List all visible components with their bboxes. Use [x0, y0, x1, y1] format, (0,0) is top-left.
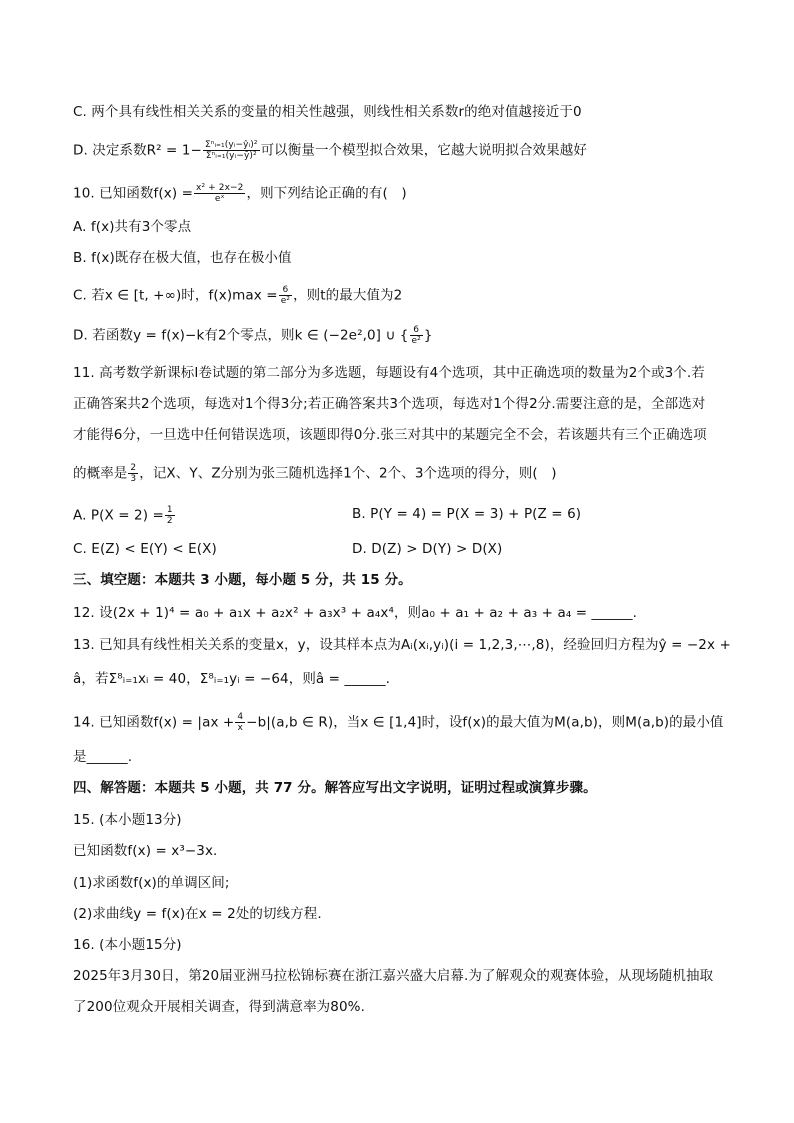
q10-suffix: ，则下列结论正确的有( ) — [246, 185, 407, 202]
question-12: 12. 设(2x + 1)⁴ = a₀ + a₁x + a₂x² + a₃x³ + a₄x⁴，则a₀ + a₁ + a₂ + a₃ + a₄ = ______. — [73, 605, 638, 621]
q11a-denominator: 2 — [166, 516, 173, 526]
question-10-stem — [73, 183, 734, 204]
r2-numerator: Σⁿᵢ₌₁(yᵢ−ŷᵢ)² — [204, 140, 258, 150]
q10c-fraction — [279, 285, 292, 306]
q10d-numerator: 6 — [410, 325, 423, 336]
question-15-stem: 已知函数f(x) = x³−3x. — [73, 843, 218, 859]
section-4-heading: 四、解答题：本题共 5 小题，共 77 分。解答应写出文字说明，证明过程或演算步骤。 — [73, 780, 597, 796]
q11-prob-prefix: 的概率是 — [73, 465, 128, 482]
question-16-line-1: 2025年3月30日，第20届亚洲马拉松锦标赛在浙江嘉兴盛大启幕.为了解观众的观赛体验，从现场随机抽取 — [73, 968, 714, 984]
question-10-option-a: A. f(x)共有3个零点 — [73, 219, 192, 235]
q11-prob-numerator: 2 — [130, 463, 137, 473]
q10c-numerator: 6 — [279, 285, 292, 296]
question-11-option-c: C. E(Z) < E(Y) < E(X) — [73, 541, 217, 557]
question-11-option-a — [73, 505, 176, 526]
q10-fraction — [194, 183, 245, 204]
question-11-line-1: 11. 高考数学新课标Ⅰ卷试题的第二部分为多选题，每题设有4个选项，其中正确选项的数量为2个或3个.若 — [73, 365, 705, 381]
q14-suffix: −b|(a,b ∈ R)，当x ∈ [1,4]时，设f(x)的最大值为M(a,b)，则M(a,b)的最小值 — [246, 714, 724, 731]
r2-suffix: 可以衡量一个模型拟合效果，它越大说明拟合效果越好 — [260, 142, 587, 159]
q10d-suffix: } — [423, 327, 433, 344]
option-d-r-squared — [73, 140, 734, 161]
q10-numerator: x² + 2x−2 — [196, 183, 244, 193]
q11a-numerator: 1 — [166, 505, 173, 515]
question-11-option-d: D. D(Z) > D(Y) > D(X) — [352, 541, 503, 557]
q14-denominator: x — [237, 723, 243, 733]
section-3-heading: 三、填空题：本题共 3 小题，每小题 5 分，共 15 分。 — [73, 572, 412, 588]
q10d-fraction — [410, 325, 423, 346]
question-13-line-1: 13. 已知具有线性相关关系的变量x，y，设其样本点为Aᵢ(xᵢ,yᵢ)(i = 1,2,3,⋯,8)，经验回归方程为ŷ = −2x + — [73, 637, 731, 653]
q10d-prefix: D. 若函数y = f(x)−k有2个零点，则k ∈ (−2e²,0] ∪ { — [73, 327, 409, 344]
question-11-line-4 — [73, 463, 734, 484]
question-14-line-2: 是______. — [73, 749, 133, 765]
q11-prob-suffix: ，记X、Y、Z分别为张三随机选择1个、2个、3个选项的得分，则( ) — [139, 465, 557, 482]
q10-denominator: eˣ — [214, 194, 225, 204]
question-11-line-2: 正确答案共2个选项，每选对1个得3分;若正确答案共3个选项，每选对1个得2分.需要注意的是，全部选对 — [73, 396, 706, 412]
q11-prob-fraction — [128, 463, 138, 484]
question-15-header: 15. (本小题13分) — [73, 812, 182, 828]
q10-prefix: 10. 已知函数f(x) = — [73, 185, 194, 202]
q14-numerator: 4 — [237, 712, 244, 722]
q14-fraction — [235, 712, 245, 733]
question-16-header: 16. (本小题15分) — [73, 937, 182, 953]
q10c-denominator: e² — [280, 296, 291, 306]
option-c-correlation: C. 两个具有线性相关关系的变量的相关性越强，则线性相关系数r的绝对值越接近于0 — [73, 104, 582, 120]
r2-denominator: Σⁿᵢ₌₁(yᵢ−ȳ)² — [205, 151, 257, 161]
question-15-part-2: (2)求曲线y = f(x)在x = 2处的切线方程. — [73, 906, 322, 922]
q10c-suffix: ，则t的最大值为2 — [293, 287, 403, 304]
q11a-prefix: A. P(X = 2) = — [73, 507, 164, 524]
q10c-prefix: C. 若x ∈ [t, +∞)时，f(x)max = — [73, 287, 278, 304]
question-11-option-b: B. P(Y = 4) = P(X = 3) + P(Z = 6) — [352, 506, 582, 522]
question-10-option-c — [73, 285, 734, 306]
q11-prob-denominator: 3 — [130, 474, 137, 484]
question-15-part-1: (1)求函数f(x)的单调区间; — [73, 875, 230, 891]
question-13-line-2: â，若Σ⁸ᵢ₌₁xᵢ = 40，Σ⁸ᵢ₌₁yᵢ = −64，则â = ______. — [73, 671, 390, 687]
q14-prefix: 14. 已知函数f(x) = |ax + — [73, 714, 235, 731]
question-10-option-d — [73, 325, 734, 346]
question-11-line-3: 才能得6分，一旦选中任何错误选项，该题即得0分.张三对其中的某题完全不会，若该题共有三个正确选项 — [73, 427, 707, 443]
r2-prefix: D. 决定系数R² = 1− — [73, 142, 202, 159]
question-10-option-b: B. f(x)既存在极大值，也存在极小值 — [73, 250, 292, 266]
q11a-fraction — [165, 505, 175, 526]
q10d-denominator: e² — [411, 336, 421, 346]
r2-fraction — [203, 140, 260, 161]
question-14-line-1 — [73, 712, 734, 733]
question-16-line-2: 了200位观众开展相关调查，得到满意率为80%. — [73, 999, 365, 1015]
